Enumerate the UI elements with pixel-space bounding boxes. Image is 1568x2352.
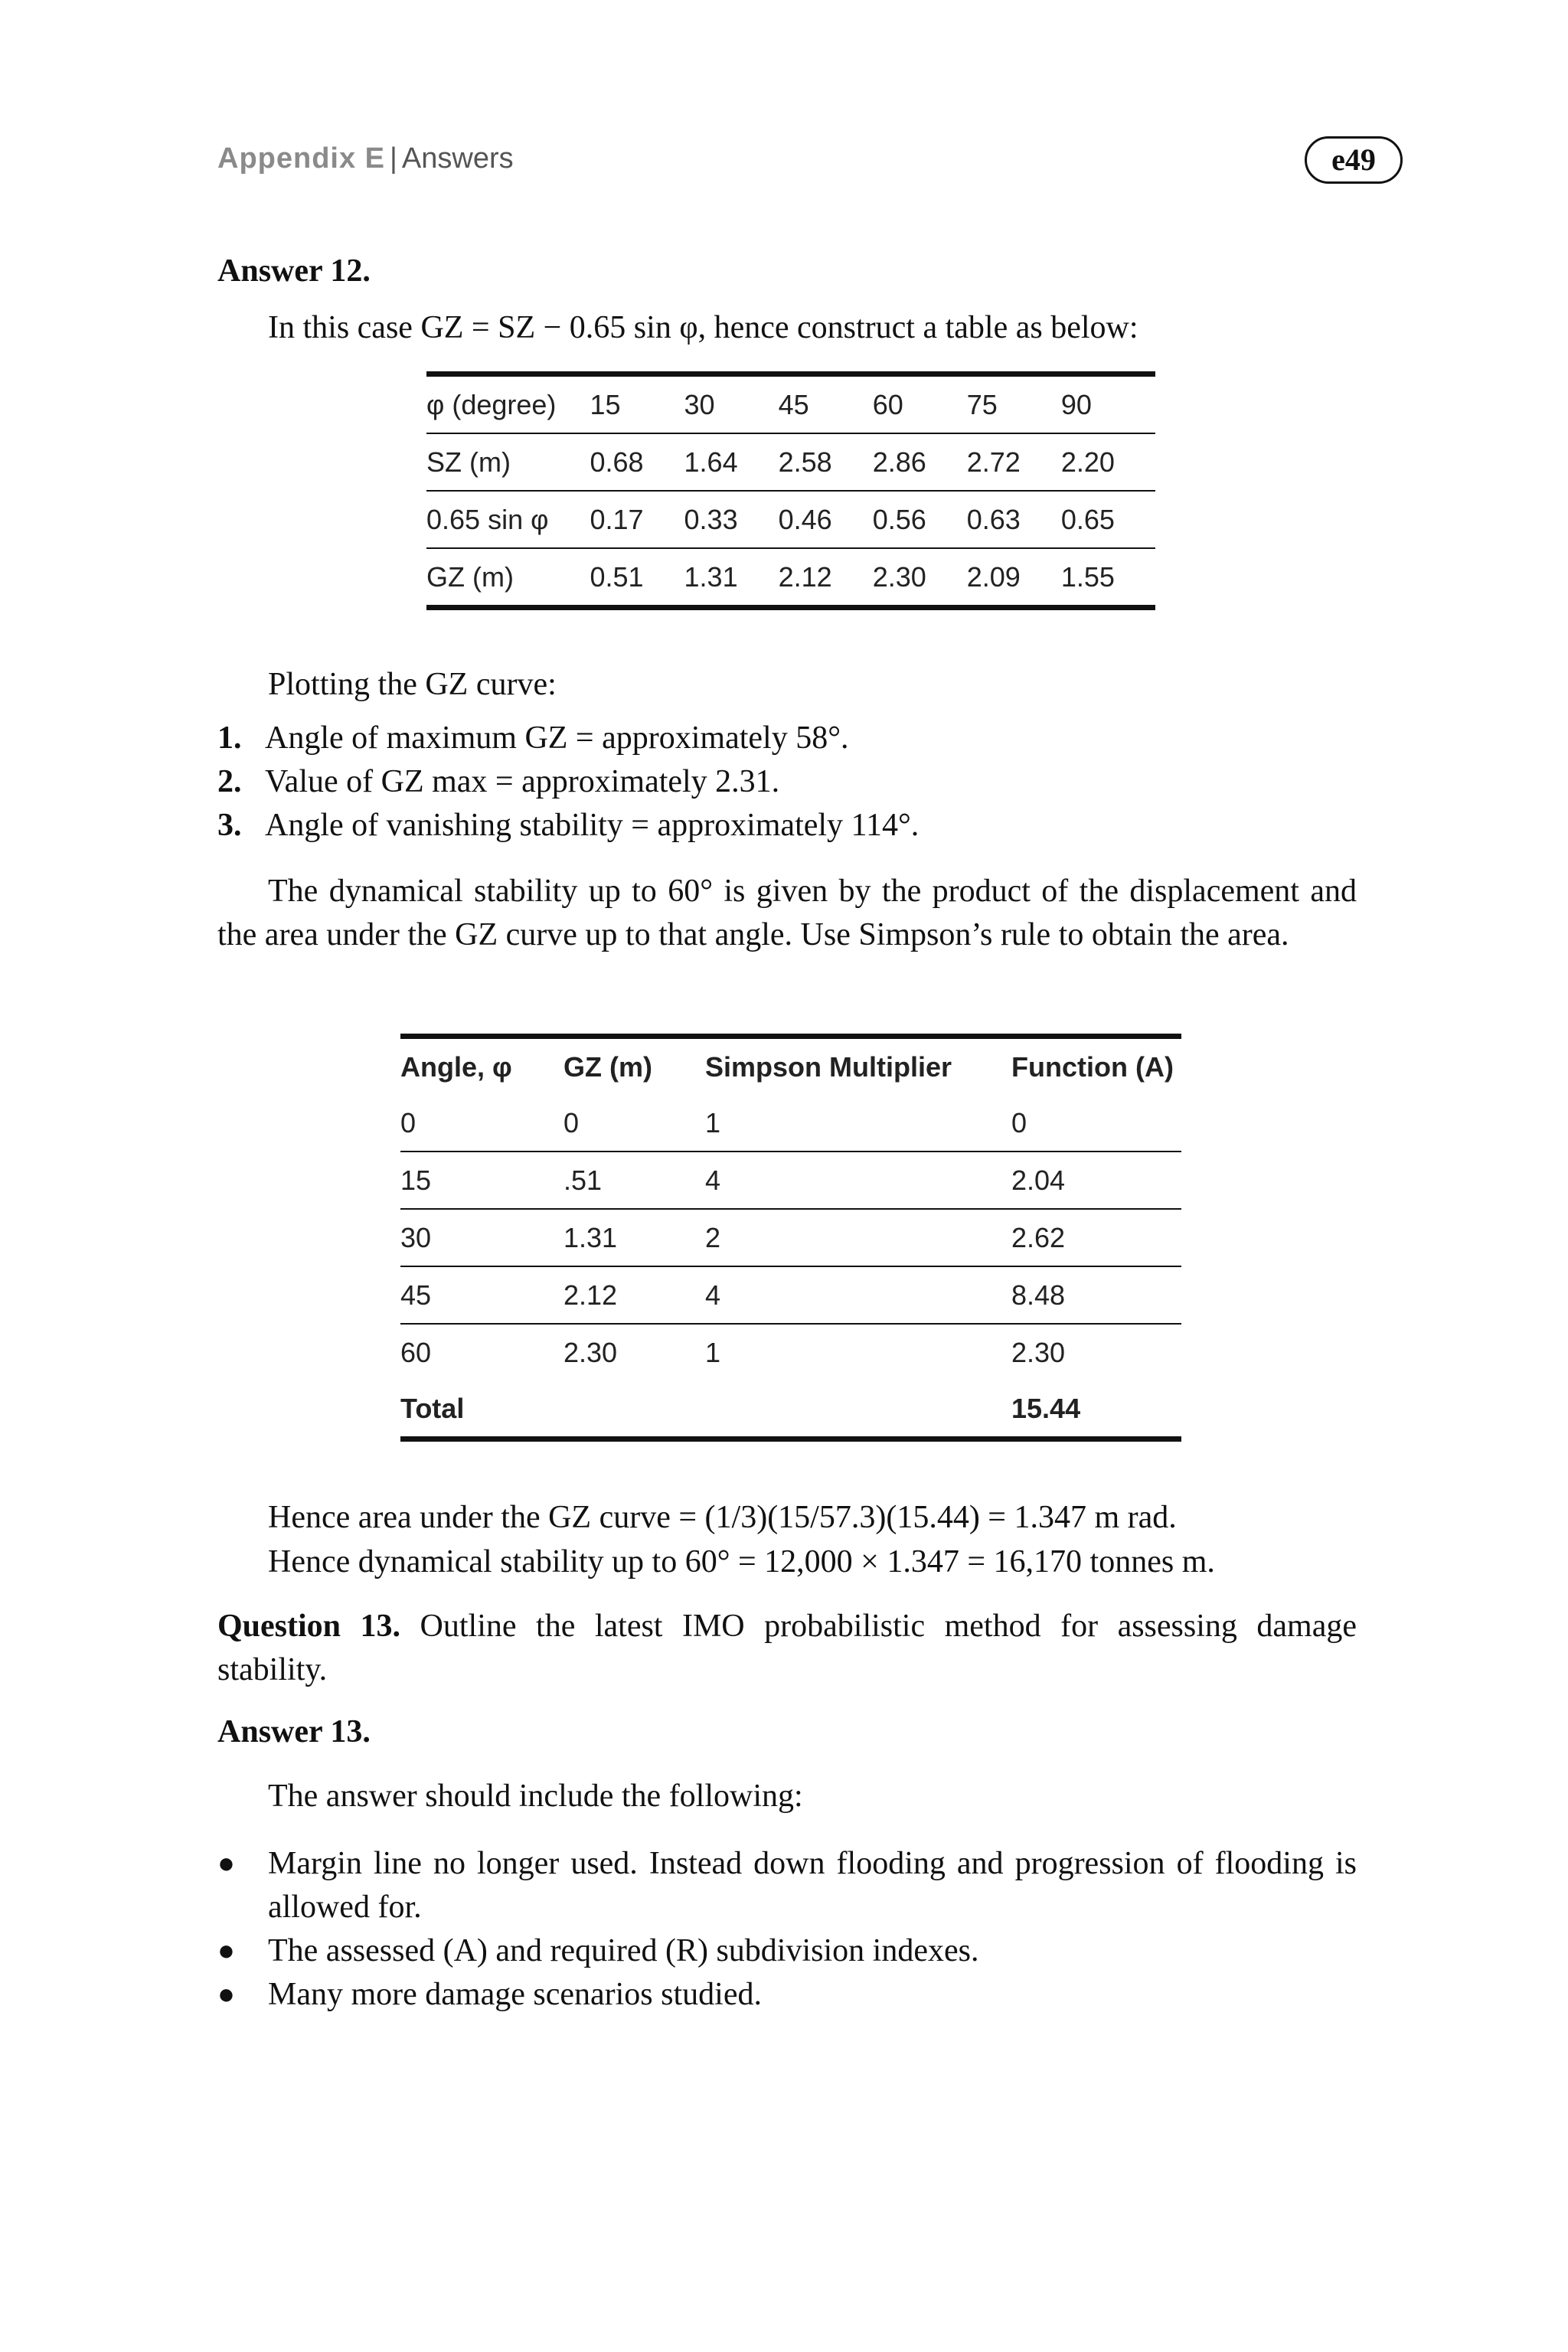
bullet-icon: ● xyxy=(217,1978,235,2011)
table-cell: 2.30 xyxy=(873,548,967,608)
table-row xyxy=(426,374,1155,434)
table-cell: 45 xyxy=(400,1266,564,1324)
stability-result-line: Hence dynamical stability up to 60° = 12,000 × 1.347 = 16,170 tonnes m. xyxy=(268,1544,1215,1579)
table-row xyxy=(426,548,1155,608)
table-cell: 30 xyxy=(684,388,715,420)
list-text: Many more damage scenarios studied. xyxy=(268,1977,762,2012)
answer-12-heading: Answer 12. xyxy=(217,253,371,289)
table-cell: 2.12 xyxy=(564,1266,705,1324)
running-head xyxy=(217,142,514,175)
table-cell: 60 xyxy=(872,388,903,420)
list-item xyxy=(217,1842,1357,1929)
table-cell: 0.17 xyxy=(590,491,684,548)
column-header: Angle, φ xyxy=(400,1050,512,1083)
list-item xyxy=(217,760,1366,804)
table-cell: 2.86 xyxy=(873,433,967,491)
bullet-icon: ● xyxy=(217,1847,235,1880)
table-cell: 0.51 xyxy=(590,548,684,608)
table-cell: 0.63 xyxy=(967,491,1061,548)
row-label: GZ (m) xyxy=(426,548,590,608)
table-row xyxy=(426,491,1155,548)
answer-13-intro: The answer should include the following: xyxy=(268,1779,803,1814)
table-cell: 2 xyxy=(705,1209,1011,1266)
table-cell: 4 xyxy=(705,1266,1011,1324)
table-cell xyxy=(564,1380,705,1439)
table-cell xyxy=(705,1380,1011,1439)
table-cell: 2.30 xyxy=(1011,1324,1181,1380)
table-cell: 1.31 xyxy=(684,548,779,608)
table-cell: 2.30 xyxy=(564,1324,705,1380)
column-header: Function (A) xyxy=(1011,1050,1174,1083)
table-cell: 0.33 xyxy=(684,491,779,548)
list-number: 3. xyxy=(217,808,242,843)
table-cell: 1.55 xyxy=(1061,548,1155,608)
row-label: SZ (m) xyxy=(426,433,590,491)
total-value: 15.44 xyxy=(1011,1392,1081,1424)
table-cell: 15 xyxy=(590,388,621,420)
table-cell: 2.04 xyxy=(1011,1152,1181,1209)
bullet-icon: ● xyxy=(217,1935,235,1967)
table-cell: 8.48 xyxy=(1011,1266,1181,1324)
answer-13-heading: Answer 13. xyxy=(217,1714,371,1749)
list-item xyxy=(217,804,1366,848)
table-row xyxy=(400,1152,1181,1209)
list-text: Angle of vanishing stability = approximately 114°. xyxy=(265,808,920,843)
table-cell: 0.65 xyxy=(1061,491,1155,548)
table-row xyxy=(426,433,1155,491)
table-cell: 45 xyxy=(778,388,809,420)
table-cell: 2.58 xyxy=(779,433,873,491)
sz-gz-table xyxy=(426,371,1155,610)
table-cell: .51 xyxy=(564,1152,705,1209)
table-cell: 0.68 xyxy=(590,433,684,491)
table-cell: 0 xyxy=(1011,1106,1027,1138)
page-number-badge: e49 xyxy=(1305,136,1403,184)
question-13-text: Outline the latest IMO probabilistic method for assessing damage stability. xyxy=(217,1609,1357,1687)
list-text: The assessed (A) and required (R) subdivision indexes. xyxy=(268,1933,979,1968)
list-item xyxy=(217,1973,1357,2017)
list-text: Margin line no longer used. Instead down flooding and progression of flooding is allowed for. xyxy=(268,1846,1357,1925)
question-13-label: Question 13. xyxy=(217,1609,401,1644)
table-cell: 2.72 xyxy=(967,433,1061,491)
table-cell: 0 xyxy=(400,1106,416,1138)
total-label: Total xyxy=(400,1392,465,1424)
table-cell: 60 xyxy=(400,1324,564,1380)
table-cell: 30 xyxy=(400,1209,564,1266)
list-number: 2. xyxy=(217,764,242,799)
row-label: φ (degree) xyxy=(426,388,557,420)
table-cell: 1.31 xyxy=(564,1209,705,1266)
column-header: GZ (m) xyxy=(564,1050,652,1083)
header-separator: | xyxy=(390,142,397,175)
answer-12-intro: In this case GZ = SZ − 0.65 sin φ, hence construct a table as below: xyxy=(268,310,1138,345)
table-row xyxy=(400,1209,1181,1266)
list-number: 1. xyxy=(217,720,242,756)
list-text: Angle of maximum GZ = approximately 58°. xyxy=(265,720,849,756)
list-item xyxy=(217,717,1366,760)
table-cell: 90 xyxy=(1060,388,1092,420)
question-13 xyxy=(217,1605,1357,1692)
table-cell: 2.20 xyxy=(1061,433,1155,491)
table-row xyxy=(400,1095,1181,1152)
table-header-row xyxy=(400,1037,1181,1096)
table-cell: 2.62 xyxy=(1011,1209,1181,1266)
row-label: 0.65 sin φ xyxy=(426,491,590,548)
table-cell: 0.46 xyxy=(779,491,873,548)
table-row xyxy=(400,1324,1181,1380)
table-cell: 15 xyxy=(400,1152,564,1209)
table-cell: 1 xyxy=(705,1324,1011,1380)
list-item xyxy=(217,1929,1357,1973)
table-cell: 75 xyxy=(966,388,998,420)
table-cell: 0 xyxy=(564,1106,580,1138)
list-text: Value of GZ max = approximately 2.31. xyxy=(265,764,780,799)
total-row xyxy=(400,1380,1181,1439)
appendix-label: Appendix E xyxy=(217,142,386,175)
table-cell: 1 xyxy=(705,1106,721,1138)
table-cell: 1.64 xyxy=(684,433,779,491)
answer-13-bullets xyxy=(217,1842,1357,2017)
area-result-line: Hence area under the GZ curve = (1/3)(15/57.3)(15.44) = 1.347 m rad. xyxy=(268,1500,1177,1535)
table-cell: 2.09 xyxy=(967,548,1061,608)
simpson-table xyxy=(400,1034,1181,1442)
results-list xyxy=(217,717,1366,848)
section-label: Answers xyxy=(401,142,514,175)
table-row xyxy=(400,1266,1181,1324)
plotting-text: Plotting the GZ curve: xyxy=(268,667,557,702)
table-cell: 0.56 xyxy=(873,491,967,548)
dynamical-stability-paragraph: The dynamical stability up to 60° is given by the product of the displacement and the area under the GZ curve up to that angle. Use Simpson’s rule to obtain the area. xyxy=(217,874,1357,952)
table-cell: 2.12 xyxy=(779,548,873,608)
table-cell: 4 xyxy=(705,1152,1011,1209)
column-header: Simpson Multiplier xyxy=(705,1050,952,1083)
